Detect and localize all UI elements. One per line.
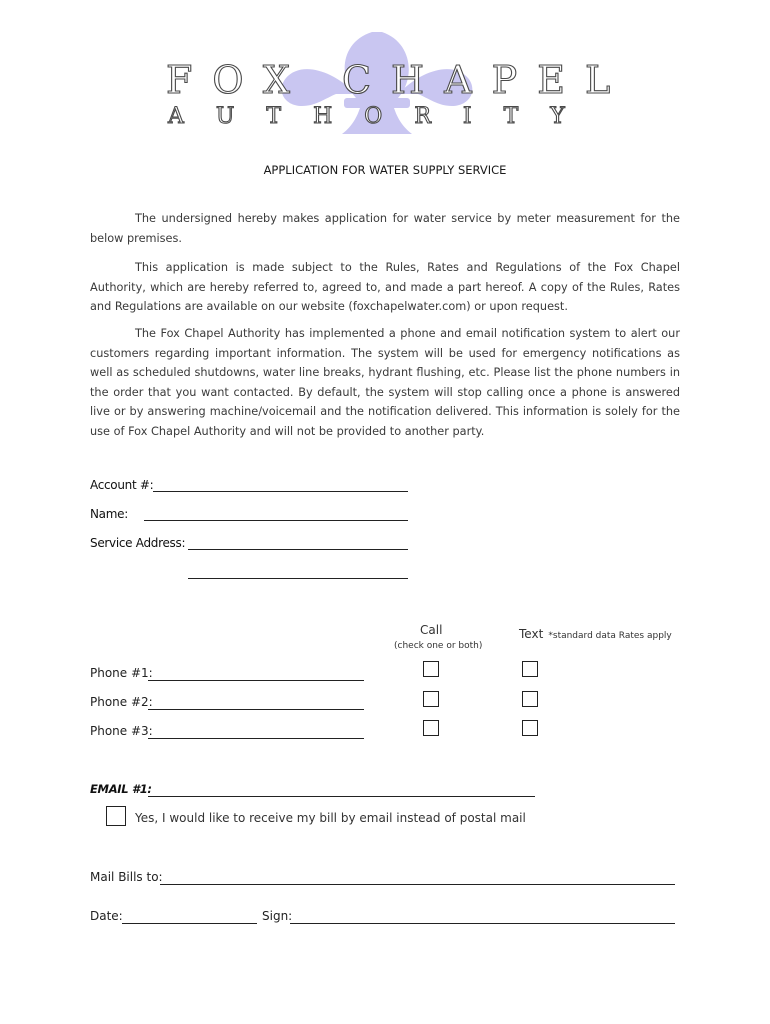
sign-label: Sign: [262,909,293,923]
phone-2-input-line[interactable] [148,709,364,710]
phone-3-text-checkbox[interactable] [522,720,538,736]
phone-1-text-checkbox[interactable] [522,661,538,677]
phone-3-input-line[interactable] [148,738,364,739]
email-bill-optin-label: Yes, I would like to receive my bill by email instead of postal mail [135,811,526,825]
logo-line-fox-chapel: FOX CHAPEL [166,58,631,102]
account-label: Account #: [90,478,154,492]
phone-3-label: Phone #3: [90,724,153,738]
email-bill-optin-checkbox[interactable] [106,806,126,826]
mail-bills-input-line[interactable] [160,884,675,885]
fox-chapel-logo [160,28,631,138]
name-label: Name: [90,507,128,521]
mail-bills-label: Mail Bills to: [90,870,163,884]
date-input-line[interactable] [122,923,257,924]
name-input-line[interactable] [144,520,408,521]
email-label: EMAIL #1: [90,782,152,796]
text-header-group [519,623,672,642]
phone-2-call-checkbox[interactable] [423,691,439,707]
signature-input-line[interactable] [290,923,675,924]
date-label: Date: [90,909,123,923]
service-address-input-line-1[interactable] [188,549,408,550]
phone-1-input-line[interactable] [148,680,364,681]
phone-1-label: Phone #1: [90,666,153,680]
service-address-input-line-2[interactable] [188,578,408,579]
email-input-line[interactable] [148,796,535,797]
text-header: Text [519,627,544,641]
logo-line-authority: AUTHORITY [168,104,597,129]
paragraph-rules: This application is made subject to the Rules, Rates and Regulations of the Fox Chapel Authority, which are hereby referred to, agreed to, and made a part hereof. A copy of the Rules, Rates and Regulations are available on our website (foxchapelwater.com) or upon request. [90,261,680,313]
call-header: Call [420,623,443,637]
paragraph-application: The undersigned hereby makes application for water service by meter measurement for the below premises. [90,212,680,245]
call-note: (check one or both) [394,641,483,651]
phone-2-label: Phone #2: [90,695,153,709]
page-title: APPLICATION FOR WATER SUPPLY SERVICE [263,163,507,177]
phone-1-call-checkbox[interactable] [423,661,439,677]
account-input-line[interactable] [153,491,408,492]
phone-3-call-checkbox[interactable] [423,720,439,736]
paragraph-notification: The Fox Chapel Authority has implemented a phone and email notification system to alert our customers regarding important information. The system will be used for emergency notifications as well as scheduled shutdowns, water line breaks, hydrant flushing, etc. Please list the phone numbers in the order that you want contacted. By default, the system will stop calling once a phone is answered live or by answering machine/voicemail and the notification delivered. This information is solely for the use of Fox Chapel Authority and will not be provided to another party. [90,327,680,438]
text-note: *standard data Rates apply [548,631,672,641]
service-address-label: Service Address: [90,536,186,550]
phone-2-text-checkbox[interactable] [522,691,538,707]
